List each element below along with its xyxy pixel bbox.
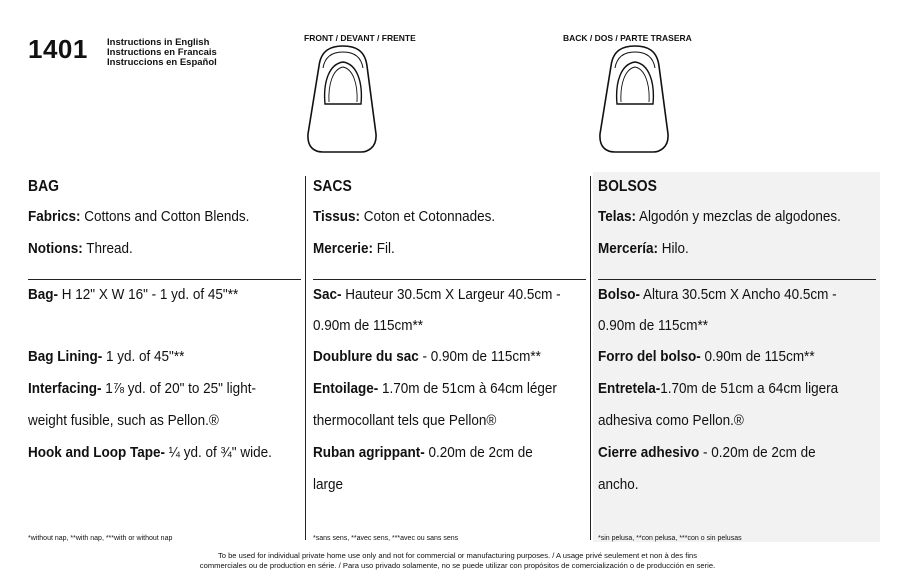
interfacing-value: 1.70m de 51cm à 64cm léger xyxy=(378,380,557,397)
interfacing-value: 1.70m de 51cm a 64cm ligera xyxy=(660,380,839,397)
english-footnote: *without nap, **with nap, ***with or without nap xyxy=(28,535,173,542)
spanish-bag-cont: 0.90m de 115cm** xyxy=(598,317,709,334)
french-footnote: *sans sens, **avec sens, ***avec ou sans sens xyxy=(313,535,459,542)
spanish-interfacing xyxy=(598,380,838,397)
lining-label: Bag Lining- xyxy=(28,348,103,365)
french-tape xyxy=(313,444,533,461)
column-divider-1 xyxy=(305,176,306,540)
lining-value: - 0.90m de 115cm** xyxy=(418,348,541,365)
language-french: Instructions en Francais xyxy=(107,47,217,58)
fabrics-value: Cottons and Cotton Blends. xyxy=(80,208,250,225)
lining-label: Doublure du sac xyxy=(313,348,419,365)
spanish-footnote: *sin pelusa, **con pelusa, ***con o sin pelusas xyxy=(598,535,742,542)
fabrics-value: Coton et Cotonnades. xyxy=(360,208,496,225)
french-interfacing xyxy=(313,380,557,397)
fabrics-value: Algodón y mezclas de algodones. xyxy=(636,208,841,225)
notions-value: Fil. xyxy=(373,240,395,257)
english-heading: BAG xyxy=(28,178,60,195)
pattern-number: 1401 xyxy=(28,34,88,64)
language-english: Instructions in English xyxy=(107,37,210,48)
disclaimer-line-2: commerciales ou de production en série. / Para uso privado solamente, no se puede utilizar con propósitos de comercialización o de producción en serie. xyxy=(199,561,716,570)
english-rule xyxy=(28,279,301,280)
notions-label: Mercerie: xyxy=(313,240,374,257)
french-interfacing-cont: thermocollant tels que Pellon® xyxy=(313,412,497,429)
spanish-notions xyxy=(598,240,689,257)
back-view-label: BACK / DOS / PARTE TRASERA xyxy=(563,33,692,43)
tape-label: Cierre adhesivo xyxy=(598,444,700,461)
disclaimer-line-1: To be used for individual private home use only and not for commercial or manufacturing purposes. / A usage privé seulement et non à des fins xyxy=(217,551,698,560)
french-bag xyxy=(313,286,561,303)
front-view-label: FRONT / DEVANT / FRENTE xyxy=(304,33,416,43)
spanish-rule xyxy=(598,279,876,280)
tape-label: Hook and Loop Tape- xyxy=(28,444,165,461)
interfacing-label: Interfacing- xyxy=(28,380,102,397)
french-notions xyxy=(313,240,395,257)
notions-label: Mercería: xyxy=(598,240,659,257)
tape-value: - 0.20m de 2cm de xyxy=(699,444,816,461)
bag-back-illustration xyxy=(595,44,673,156)
notions-label: Notions: xyxy=(28,240,83,257)
french-heading: SACS xyxy=(313,178,352,195)
bag-label: Sac- xyxy=(313,286,342,303)
interfacing-label: Entoilage- xyxy=(313,380,379,397)
bag-label: Bag- xyxy=(28,286,59,303)
french-fabrics xyxy=(313,208,495,225)
french-rule xyxy=(313,279,586,280)
bag-front-illustration xyxy=(303,44,381,156)
english-lining xyxy=(28,348,184,365)
column-divider-2 xyxy=(590,176,591,540)
tape-label: Ruban agrippant- xyxy=(313,444,425,461)
spanish-heading: BOLSOS xyxy=(598,178,657,195)
lining-label: Forro del bolso- xyxy=(598,348,701,365)
notions-value: Hilo. xyxy=(658,240,689,257)
fabrics-label: Fabrics: xyxy=(28,208,81,225)
tape-value: ¼ yd. of ¾" wide. xyxy=(164,444,272,461)
lining-value: 0.90m de 115cm** xyxy=(700,348,815,365)
english-tape xyxy=(28,444,272,461)
spanish-fabrics xyxy=(598,208,841,225)
notions-value: Thread. xyxy=(82,240,133,257)
interfacing-label: Entretela- xyxy=(598,380,661,397)
bag-value: H 12" X W 16" - 1 yd. of 45"** xyxy=(58,286,239,303)
french-tape-cont: large xyxy=(313,476,344,493)
fabrics-label: Tissus: xyxy=(313,208,361,225)
spanish-lining xyxy=(598,348,815,365)
spanish-tape xyxy=(598,444,816,461)
bag-label: Bolso- xyxy=(598,286,641,303)
spanish-tape-cont: ancho. xyxy=(598,476,639,493)
spanish-interfacing-cont: adhesiva como Pellon.® xyxy=(598,412,744,429)
tape-value: 0.20m de 2cm de xyxy=(424,444,533,461)
language-spanish: Instruccions en Español xyxy=(107,57,217,68)
english-fabrics xyxy=(28,208,249,225)
english-bag xyxy=(28,286,238,303)
english-interfacing-cont: weight fusible, such as Pellon.® xyxy=(28,412,219,429)
bag-value: Altura 30.5cm X Ancho 40.5cm - xyxy=(640,286,837,303)
french-bag-cont: 0.90m de 115cm** xyxy=(313,317,424,334)
interfacing-value: 1⅞ yd. of 20" to 25" light- xyxy=(101,380,256,397)
english-interfacing xyxy=(28,380,256,397)
lining-value: 1 yd. of 45"** xyxy=(102,348,185,365)
spanish-bag xyxy=(598,286,837,303)
fabrics-label: Telas: xyxy=(598,208,637,225)
english-notions xyxy=(28,240,133,257)
bag-value: Hauteur 30.5cm X Largeur 40.5cm - xyxy=(341,286,561,303)
french-lining xyxy=(313,348,541,365)
